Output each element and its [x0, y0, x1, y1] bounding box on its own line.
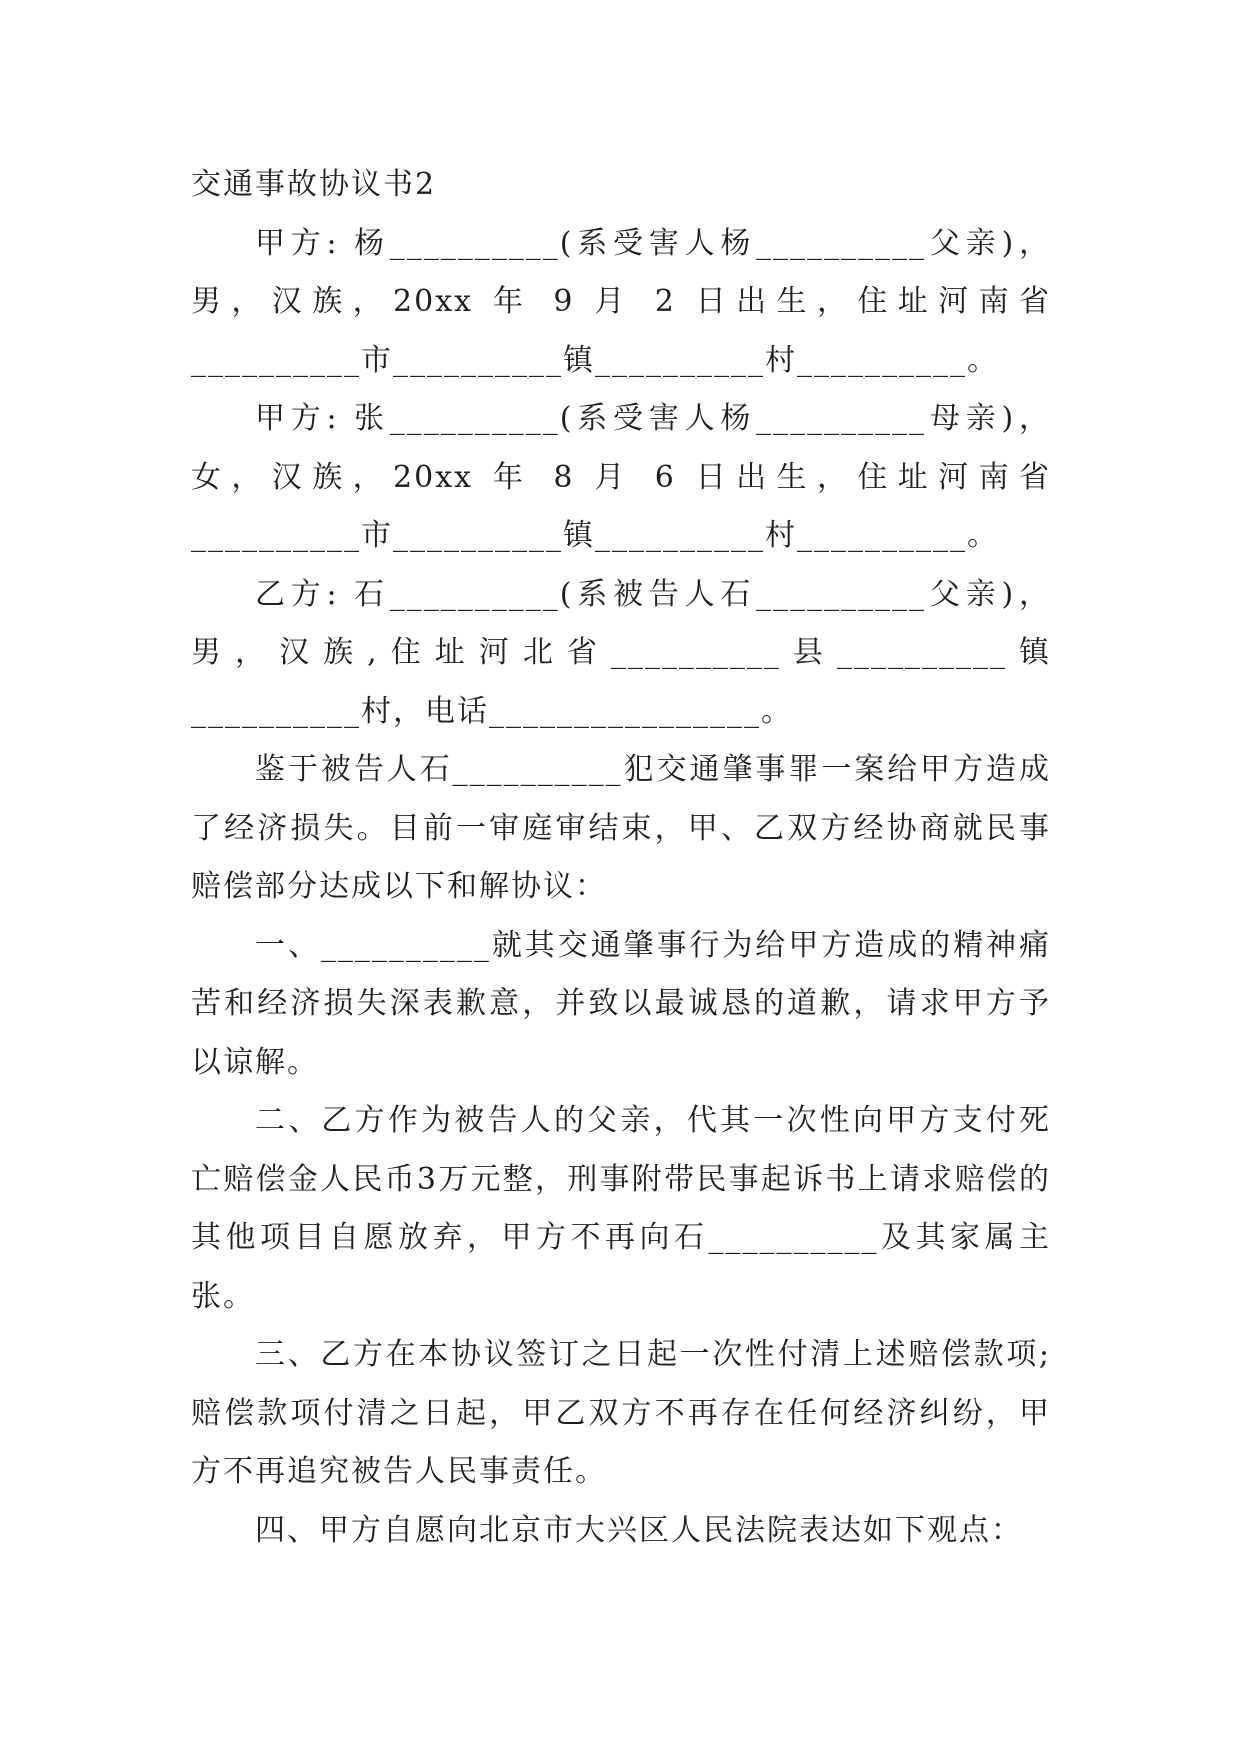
clause-three: 三、乙方在本协议签订之日起一次性付清上述赔偿款项;赔偿款项付清之日起，甲乙双方不再存在任何经济纠纷，甲方不再追究被告人民事责任。: [191, 1337, 1051, 1489]
document-body: [191, 156, 1051, 1560]
paragraph-party-a-father: 甲方: 杨__________(系受害人杨__________父亲)，男，汉族，20xx 年 9 月 2 日出生，住址河南省__________市__________镇__________村__________。: [191, 225, 1051, 378]
clause-four: 四、甲方自愿向北京市大兴区人民法院表达如下观点：: [255, 1512, 1023, 1548]
clause-two: 二、乙方作为被告人的父亲，代其一次性向甲方支付死亡赔偿金人民币3万元整，刑事附带民事起诉书上请求赔偿的其他项目自愿放弃，甲方不再向石__________及其家属主张。: [191, 1103, 1051, 1314]
clause-one: 一、__________就其交通肇事行为给甲方造成的精神痛苦和经济损失深表歉意，并致以最诚恳的道歉，请求甲方予以谅解。: [191, 927, 1051, 1080]
paragraph-background: 鉴于被告人石__________犯交通肇事罪一案给甲方造成了经济损失。目前一审庭审结束，甲、乙双方经协商就民事赔偿部分达成以下和解协议：: [191, 752, 1051, 904]
paragraph-party-a-mother: 甲方: 张__________(系受害人杨__________母亲)，女，汉族，20xx 年 8 月 6 日出生，住址河南省__________市__________镇__________村__________。: [191, 401, 1051, 553]
document-title: 交通事故协议书2: [191, 167, 437, 202]
paragraph-party-b: 乙方: 石__________(系被告人石__________父亲)，男，汉族,住址河北省__________县__________镇__________村，电话________________。: [191, 576, 1051, 729]
